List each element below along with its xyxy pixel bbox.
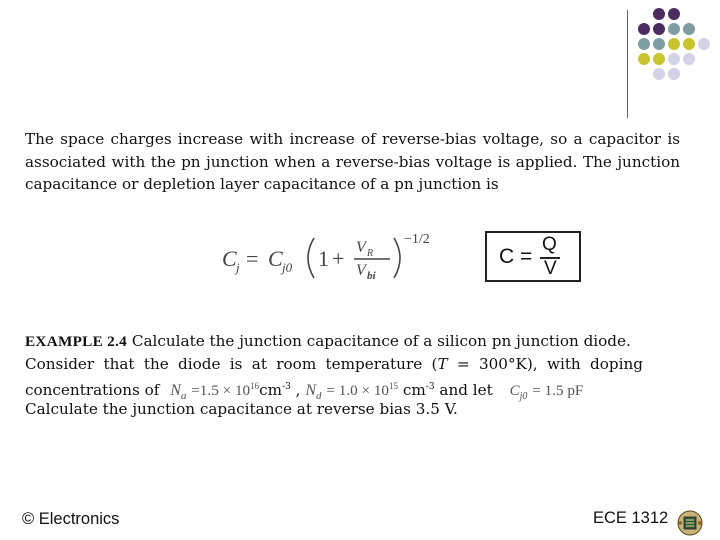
example-line-2 — [25, 353, 643, 376]
nd-exponent: 15 — [389, 381, 399, 391]
svg-text:V: V — [356, 239, 366, 256]
na-unit-exponent: -3 — [282, 382, 291, 392]
nd-symbol: $N_d$ — [305, 382, 322, 403]
eq-lhs: C = — [499, 245, 533, 268]
na-unit: cm — [259, 381, 283, 399]
example-line1-text: Calculate the junction capacitance of a silicon pn junction diode. — [131, 332, 631, 350]
na-symbol: $N_a$ — [170, 382, 187, 403]
decorative-dot — [653, 38, 665, 50]
junction-capacitance-equation — [222, 226, 452, 286]
nd-unit: cm — [402, 381, 426, 399]
footer-copyright: © Electronics — [22, 510, 120, 528]
capacitance-definition-box — [485, 231, 581, 282]
university-logo-icon — [676, 510, 704, 536]
intro-paragraph: The space charges increase with increase of reverse-bias voltage, so a capacitor is associated with the pn junction when a reverse-bias voltage is applied. The junction capacitance or depletion layer capacitance of a pn junction is — [25, 130, 680, 193]
decorative-dot — [653, 68, 665, 80]
decorative-dot — [638, 23, 650, 35]
eq-denominator: V — [544, 258, 557, 279]
decorative-dot — [638, 38, 650, 50]
decorative-dot — [683, 38, 695, 50]
svg-text:+: + — [332, 246, 345, 271]
and-let-text: and let — [439, 381, 493, 399]
decorative-dot — [668, 68, 680, 80]
decorative-dot — [638, 53, 650, 65]
decorative-dot — [683, 23, 695, 35]
svg-text:V: V — [356, 262, 366, 279]
decorative-dot — [683, 53, 695, 65]
decorative-dot — [668, 38, 680, 50]
na-value: =1.5 × 10 — [191, 382, 251, 399]
decorative-dot — [668, 23, 680, 35]
cj0-symbol: $C_{j0}$ — [509, 383, 528, 402]
decorative-dot — [653, 53, 665, 65]
svg-text:C: C — [222, 246, 237, 271]
separator: , — [295, 381, 301, 399]
decorative-dot — [698, 38, 710, 50]
cj0-value: = 1.5 pF — [532, 382, 584, 399]
decorative-dot-grid — [638, 8, 718, 108]
svg-text:1: 1 — [318, 246, 329, 271]
nd-unit-exponent: -3 — [425, 382, 435, 392]
nd-value: = 1.0 × 10 — [326, 382, 390, 399]
decorative-dot — [668, 8, 680, 20]
na-exponent: 16 — [250, 381, 260, 391]
example-line-1 — [25, 330, 631, 354]
example-line-4: Calculate the junction capacitance at reverse bias 3.5 V. — [25, 399, 458, 418]
svg-text:=: = — [246, 246, 259, 271]
example-label: EXAMPLE 2.4 — [25, 333, 128, 350]
example-line3-prefix: concentrations of — [25, 381, 160, 399]
svg-text:R: R — [367, 248, 374, 259]
decorative-dot — [653, 23, 665, 35]
svg-text:j0: j0 — [282, 260, 293, 275]
svg-text:C: C — [268, 246, 283, 271]
eq-numerator: Q — [542, 234, 557, 255]
decorative-divider-line — [627, 10, 628, 118]
svg-text:j: j — [236, 260, 240, 275]
temperature-symbol: T — [437, 354, 448, 373]
decorative-dot — [653, 8, 665, 20]
example-line2-text: Consider that the diode is at room temperature ( — [25, 354, 438, 373]
svg-text:−1/2: −1/2 — [404, 232, 430, 247]
footer-course-code: ECE 1312 — [593, 509, 669, 527]
decorative-dot — [668, 53, 680, 65]
svg-text:bi: bi — [367, 270, 376, 282]
example-line2-mid: = 300°K), with doping — [447, 354, 643, 373]
